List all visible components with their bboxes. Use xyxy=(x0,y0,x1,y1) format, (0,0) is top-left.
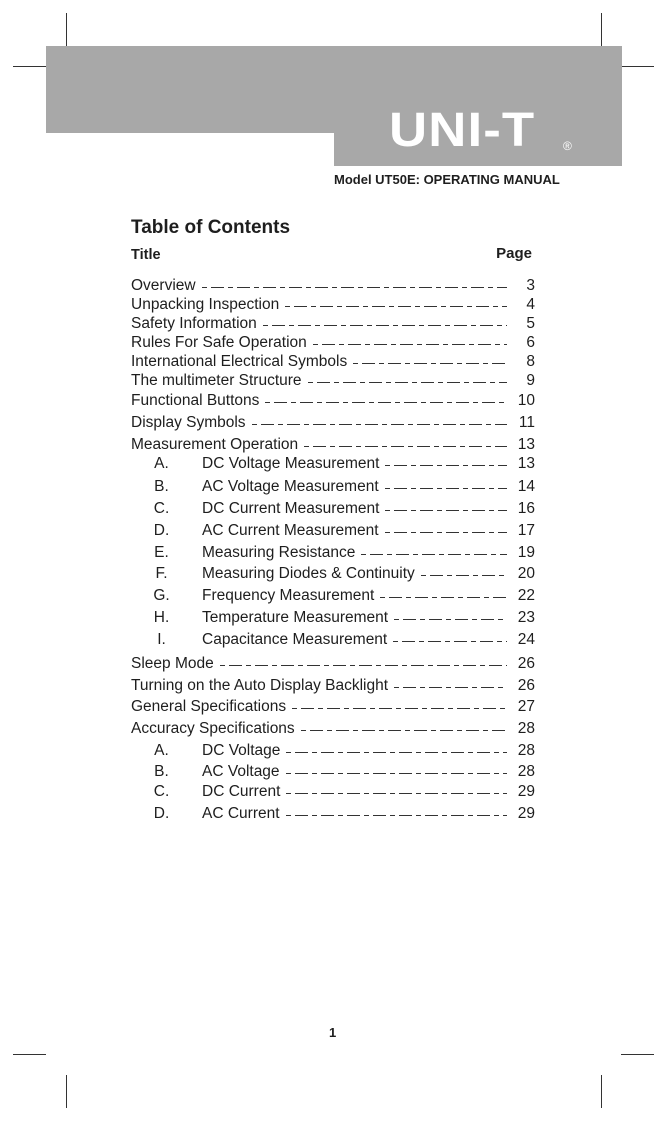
toc-entry-page: 19 xyxy=(517,544,535,561)
toc-entry-letter: A. xyxy=(154,455,169,472)
toc-leader-line xyxy=(252,424,507,425)
toc-entry xyxy=(131,333,535,352)
toc-leader-line xyxy=(353,363,507,364)
toc-entry-page: 26 xyxy=(517,677,535,694)
toc-entry-title: Turning on the Auto Display Backlight xyxy=(131,677,389,694)
toc-entry-title: Display Symbols xyxy=(131,414,246,431)
toc-entry-letter: H. xyxy=(153,609,170,626)
toc-leader-line xyxy=(292,708,507,709)
toc-entry-page: 9 xyxy=(526,372,535,389)
toc-leader-line xyxy=(285,306,507,307)
toc-entry xyxy=(131,762,535,781)
toc-entry xyxy=(131,454,535,473)
toc-page-column-header: Page xyxy=(496,245,532,262)
toc-leader-line xyxy=(286,773,507,774)
toc-leader-line xyxy=(286,793,507,794)
toc-entry-title: Rules For Safe Operation xyxy=(131,334,307,351)
toc-leader-line xyxy=(301,730,507,731)
toc-entry-page: 22 xyxy=(517,587,535,604)
toc-entry-title: Temperature Measurement xyxy=(202,609,389,626)
crop-mark-left-top xyxy=(13,66,46,67)
toc-entry-title: Measuring Resistance xyxy=(202,544,356,561)
toc-entry-title: DC Voltage Measurement xyxy=(202,455,380,472)
toc-entry-page: 27 xyxy=(517,698,535,715)
toc-entry-page: 10 xyxy=(517,392,535,409)
toc-entry-letter: B. xyxy=(154,478,169,495)
toc-entry-title: DC Current Measurement xyxy=(202,500,380,517)
toc-leader-line xyxy=(385,510,507,511)
toc-entry-title: AC Voltage Measurement xyxy=(202,478,379,495)
crop-mark-bottom-left xyxy=(66,1075,67,1108)
toc-entry-title: Functional Buttons xyxy=(131,392,260,409)
toc-entry xyxy=(131,804,535,823)
toc-leader-line xyxy=(304,446,507,447)
toc-entry xyxy=(131,276,535,295)
toc-entry-title: Measuring Diodes & Continuity xyxy=(202,565,415,582)
crop-mark-top-left xyxy=(66,13,67,46)
crop-mark-right-top xyxy=(621,66,654,67)
crop-mark-right-bottom xyxy=(621,1054,654,1055)
toc-leader-line xyxy=(385,532,507,533)
toc-entry-letter: C. xyxy=(153,783,170,800)
toc-entry xyxy=(131,741,535,760)
toc-leader-line xyxy=(286,752,507,753)
toc-entry-title: AC Voltage xyxy=(202,763,280,780)
toc-entry-page: 24 xyxy=(517,631,535,648)
toc-entry xyxy=(131,499,535,518)
toc-entry-page: 5 xyxy=(526,315,535,332)
toc-entry xyxy=(131,719,535,738)
toc-entry-title: Capacitance Measurement xyxy=(202,631,388,648)
toc-entry xyxy=(131,654,535,673)
toc-entry-page: 29 xyxy=(517,783,535,800)
toc-entry-title: Safety Information xyxy=(131,315,257,332)
toc-entry-page: 29 xyxy=(517,805,535,822)
toc-entry-title: Overview xyxy=(131,277,196,294)
toc-leader-line xyxy=(308,382,507,383)
toc-entry xyxy=(131,391,535,410)
manual-title: Model UT50E: OPERATING MANUAL xyxy=(334,172,560,187)
toc-entry-letter: D. xyxy=(153,522,170,539)
crop-mark-left-bottom xyxy=(13,1054,46,1055)
toc-leader-line xyxy=(202,287,507,288)
toc-entry-letter: I. xyxy=(157,631,166,648)
toc-entry-page: 13 xyxy=(517,436,535,453)
toc-entry xyxy=(131,295,535,314)
toc-entry-page: 28 xyxy=(517,742,535,759)
toc-leader-line xyxy=(385,465,507,466)
toc-entry xyxy=(131,564,535,583)
toc-entry-letter: B. xyxy=(154,763,169,780)
toc-entry-page: 3 xyxy=(526,277,535,294)
toc-entry-page: 20 xyxy=(517,565,535,582)
toc-entry-page: 23 xyxy=(517,609,535,626)
toc-entry xyxy=(131,782,535,801)
toc-entry-title: DC Voltage xyxy=(202,742,281,759)
toc-leader-line xyxy=(394,687,507,688)
toc-entry-page: 8 xyxy=(526,353,535,370)
toc-entry xyxy=(131,543,535,562)
toc-entry-title: Sleep Mode xyxy=(131,655,214,672)
toc-entry-title: Accuracy Specifications xyxy=(131,720,295,737)
toc-entry-title: Frequency Measurement xyxy=(202,587,375,604)
toc-entry xyxy=(131,352,535,371)
toc-entry-title: Unpacking Inspection xyxy=(131,296,280,313)
toc-entry xyxy=(131,586,535,605)
toc-entry-page: 13 xyxy=(517,455,535,472)
toc-entry-title: General Specifications xyxy=(131,698,287,715)
toc-entry xyxy=(131,521,535,540)
toc-entry-title: DC Current xyxy=(202,783,281,800)
toc-entry-title: International Electrical Symbols xyxy=(131,353,348,370)
toc-leader-line xyxy=(286,815,507,816)
toc-leader-line xyxy=(421,575,507,576)
toc-entry xyxy=(131,676,535,695)
toc-leader-line xyxy=(313,344,507,345)
toc-entry-letter: E. xyxy=(154,544,169,561)
toc-leader-line xyxy=(394,619,507,620)
toc-entry-page: 28 xyxy=(517,720,535,737)
toc-entry xyxy=(131,435,535,454)
toc-entry-page: 6 xyxy=(526,334,535,351)
toc-entry-letter: F. xyxy=(155,565,168,582)
toc-entry xyxy=(131,413,535,432)
toc-entry-page: 28 xyxy=(517,763,535,780)
page-number: 1 xyxy=(329,1025,337,1040)
toc-heading: Table of Contents xyxy=(131,217,291,238)
toc-entry-title: Measurement Operation xyxy=(131,436,299,453)
toc-entry-title: The multimeter Structure xyxy=(131,372,302,389)
toc-leader-line xyxy=(393,641,507,642)
brand-logo: UNI-T xyxy=(389,104,536,157)
toc-entry xyxy=(131,371,535,390)
toc-title-column-header: Title xyxy=(131,247,161,263)
toc-leader-line xyxy=(361,554,507,555)
toc-entry-page: 26 xyxy=(517,655,535,672)
toc-leader-line xyxy=(385,488,507,489)
toc-entry-page: 14 xyxy=(517,478,535,495)
toc-entry-page: 17 xyxy=(517,522,535,539)
toc-entry xyxy=(131,697,535,716)
toc-entry-letter: A. xyxy=(154,742,169,759)
registered-mark: ® xyxy=(563,139,572,153)
toc-leader-line xyxy=(380,597,507,598)
toc-entry-page: 4 xyxy=(526,296,535,313)
toc-leader-line xyxy=(265,402,507,403)
toc-entry-letter: D. xyxy=(153,805,170,822)
toc-entry-title: AC Current xyxy=(202,805,280,822)
toc-entry-page: 16 xyxy=(517,500,535,517)
toc-entry-letter: G. xyxy=(153,587,170,604)
toc-leader-line xyxy=(263,325,507,326)
toc-entry xyxy=(131,608,535,627)
toc-leader-line xyxy=(220,665,507,666)
toc-entry xyxy=(131,477,535,496)
toc-entry xyxy=(131,314,535,333)
crop-mark-top-right xyxy=(601,13,602,46)
toc-entry-letter: C. xyxy=(153,500,170,517)
toc-entry-page: 11 xyxy=(518,414,535,431)
toc-entry xyxy=(131,630,535,649)
crop-mark-bottom-right xyxy=(601,1075,602,1108)
toc-entry-title: AC Current Measurement xyxy=(202,522,379,539)
